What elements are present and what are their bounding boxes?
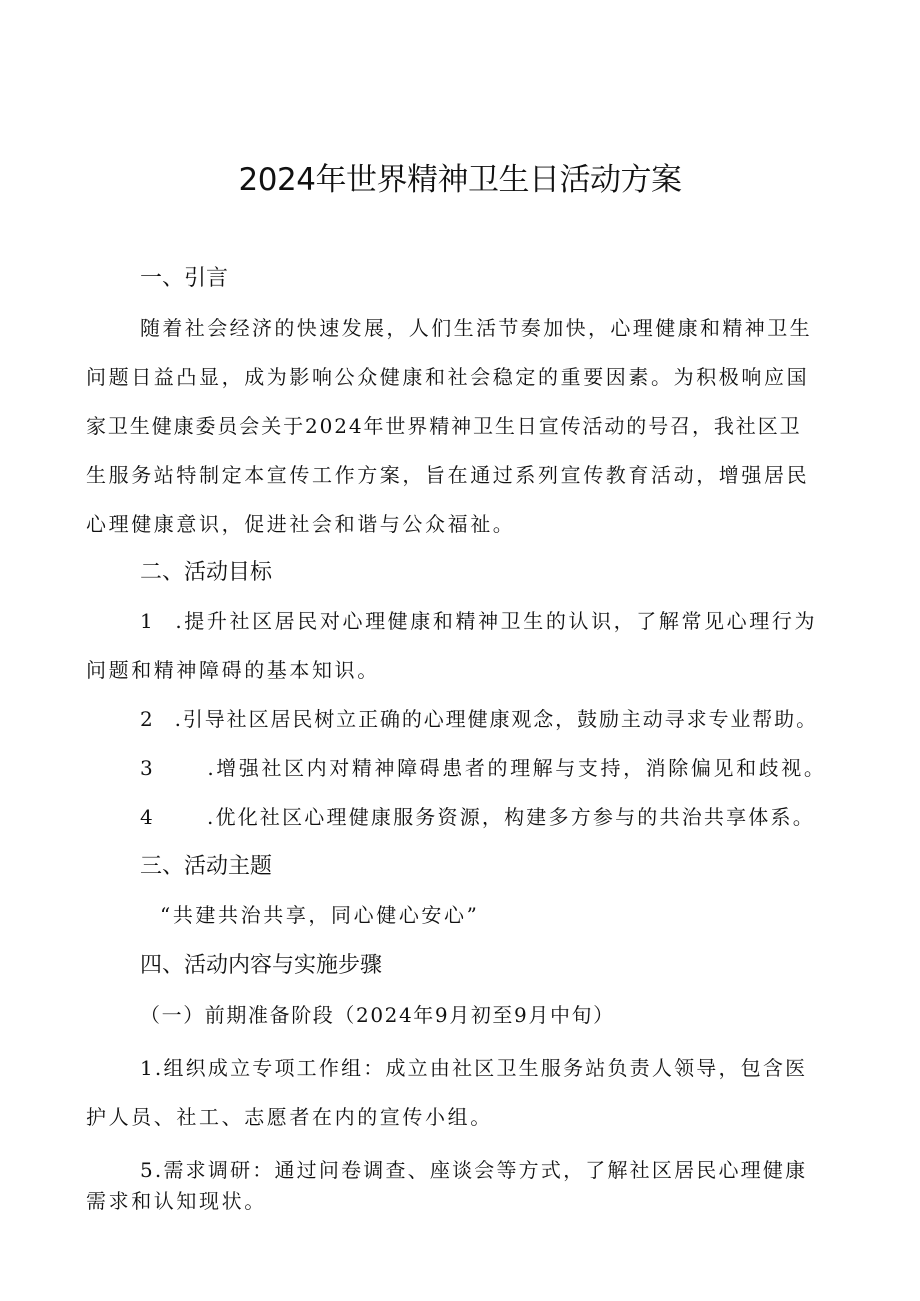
goal-text: .提升社区居民对心理健康和精神卫生的认识，了解常见心理行为 [175,609,818,633]
step-item-5-continued: 需求和认知现状。 [86,1189,267,1213]
goal-text: .优化社区心理健康服务资源，构建多方参与的共治共享体系。 [206,805,815,829]
section-heading-steps: 四、活动内容与实施步骤 [140,953,383,978]
paragraph-line: 心理健康意识，促进社会和谐与公众福祉。 [86,512,516,536]
goal-item-2 [140,704,818,734]
step-item-1-continued: 护人员、社工、志愿者在内的宣传小组。 [86,1105,493,1129]
goal-number: 2 [140,707,155,731]
goal-item-3 [140,753,827,783]
goal-text: .增强社区内对精神障碍患者的理解与支持，消除偏见和歧视。 [207,756,827,780]
step-item-1: 1.组织成立专项工作组：成立由社区卫生服务站负责人领导，包含医 [140,1056,808,1080]
document-title: 2024年世界精神卫生日活动方案 [238,162,682,198]
subheading-preparation: （一）前期准备阶段（2024年9月初至9月中旬） [140,1003,615,1027]
goal-number: 3 [140,756,156,780]
paragraph-line: 问题日益凸显，成为影响公众健康和社会稳定的重要因素。为积极响应国 [86,365,810,389]
section-heading-intro: 一、引言 [140,266,229,291]
goal-item-1-continued: 问题和精神障碍的基本知识。 [86,658,380,682]
paragraph-line: 家卫生健康委员会关于2024年世界精神卫生日宣传活动的号召，我社区卫 [86,414,802,438]
paragraph-line: 随着社会经济的快速发展，人们生活节奏加快，心理健康和精神卫生 [140,316,812,340]
section-heading-goals: 二、活动目标 [140,560,273,585]
section-heading-theme: 三、活动主题 [140,854,273,879]
step-item-5: 5.需求调研：通过问卷调查、座谈会等方式，了解社区居民心理健康 [140,1158,808,1182]
goal-number: 1 [140,609,156,633]
activity-theme: “共建共治共享，同心健心安心” [160,903,480,927]
paragraph-line: 生服务站特制定本宣传工作方案，旨在通过系列宣传教育活动，增强居民 [86,463,810,487]
goal-item-4 [140,802,815,832]
goal-item-1 [140,606,817,636]
goal-text: .引导社区居民树立正确的心理健康观念，鼓励主动寻求专业帮助。 [174,707,818,731]
goal-number: 4 [140,805,155,829]
